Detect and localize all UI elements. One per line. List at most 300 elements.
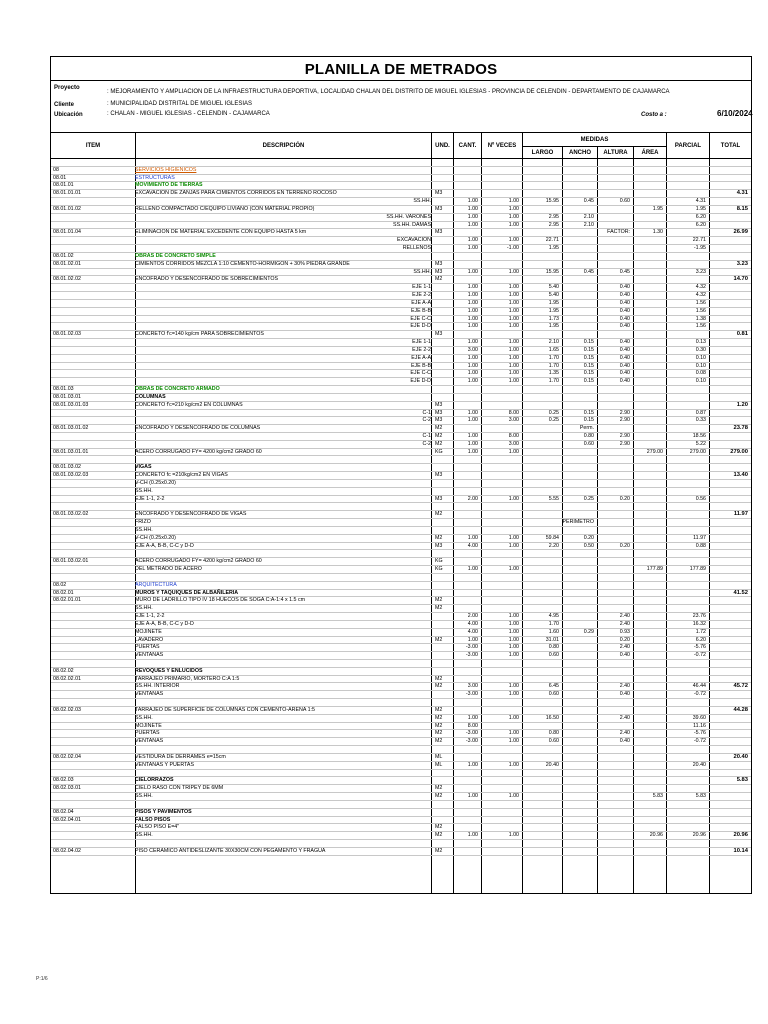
row-cant: 4.00 [467, 620, 478, 627]
row-anc: 0.15 [583, 354, 594, 361]
costo-date: 6/10/2024 [717, 109, 753, 118]
row-par: 16.32 [692, 620, 706, 627]
row-vec: 1.00 [508, 714, 519, 721]
table-row [51, 605, 751, 613]
row-vec: 1.00 [508, 542, 519, 549]
row-cant: 1.00 [467, 566, 478, 573]
row-lar: 2.10 [548, 339, 559, 346]
table-row [51, 597, 751, 605]
row-cant: 1.00 [467, 245, 478, 252]
row-par: 6.20 [695, 213, 706, 220]
row-vec: 1.00 [508, 636, 519, 643]
row-anc: 0.29 [583, 628, 594, 635]
row-lar: 1.95 [548, 245, 559, 252]
row-unit: M2 [435, 636, 443, 643]
row-lar: 0.25 [548, 417, 559, 424]
table-row [51, 284, 751, 292]
table-row [51, 276, 751, 284]
table-row [51, 464, 751, 472]
table-row [51, 683, 751, 691]
table-row [51, 644, 751, 652]
row-cant: 3.00 [467, 683, 478, 690]
header-item: ITEM [85, 142, 101, 149]
row-vec: 1.00 [508, 362, 519, 369]
table-row [51, 229, 751, 237]
row-anc: Perm. [579, 425, 594, 432]
row-item-code: 08.01.03.02.01 [53, 558, 89, 565]
table-row [51, 206, 751, 214]
row-anc: 0.15 [583, 417, 594, 424]
row-lar: 1.95 [548, 323, 559, 330]
row-unit: M3 [435, 205, 443, 212]
row-alt: 0.40 [619, 378, 630, 385]
row-unit: M3 [435, 542, 443, 549]
row-are: 279.00 [646, 448, 663, 455]
table-row [51, 809, 751, 817]
row-cant: 1.00 [467, 315, 478, 322]
row-unit: M2 [435, 793, 443, 800]
row-alt: 2.40 [619, 644, 630, 651]
row-sub-description: EJE D-D [410, 323, 431, 330]
row-par: 1.95 [695, 205, 706, 212]
row-cant: 1.00 [467, 636, 478, 643]
row-tot: 20.40 [733, 753, 748, 760]
row-description: PISO CERAMICO ANTIDESLIZANTE 30X30CM CON PEGAMENTO Y FRAGUA [135, 847, 326, 854]
row-lar: 15.95 [545, 268, 559, 275]
row-unit: M2 [435, 722, 443, 729]
table-row [51, 433, 751, 441]
header-parcial: PARCIAL [666, 133, 709, 158]
row-cant: 1.00 [467, 378, 478, 385]
row-tot: 279.00 [730, 448, 748, 455]
row-cant: 4.00 [467, 628, 478, 635]
row-par: 1.72 [695, 628, 706, 635]
row-are: 5.83 [652, 793, 663, 800]
row-cant: -3.00 [465, 644, 478, 651]
row-par: -0.72 [693, 652, 706, 659]
row-sub-description: EJE C-C [410, 370, 431, 377]
row-par: 5.22 [695, 440, 706, 447]
row-vec: 1.00 [508, 221, 519, 228]
row-alt: 0.40 [619, 299, 630, 306]
row-item-code: 08.02.01.01 [53, 597, 81, 604]
row-lar: 59.84 [545, 534, 559, 541]
row-sub-description: C-1 [422, 409, 431, 416]
row-unit: M3 [435, 409, 443, 416]
row-anc: 0.50 [583, 542, 594, 549]
row-unit: M2 [435, 738, 443, 745]
row-alt: 2.90 [619, 409, 630, 416]
row-tot: 4.31 [736, 190, 748, 197]
row-par: 11.16 [693, 722, 706, 729]
table-row [51, 738, 751, 746]
table-row [51, 417, 751, 425]
row-par: 0.08 [695, 370, 706, 377]
row-vec: 1.00 [508, 346, 519, 353]
row-unit: M2 [435, 706, 443, 713]
row-alt: 2.90 [619, 432, 630, 439]
row-sub-description: EJE A-A [411, 354, 431, 361]
row-anc: 0.80 [583, 432, 594, 439]
row-sub-description: SS.HH. [413, 268, 431, 275]
row-vec: 1.00 [508, 237, 519, 244]
row-description: REVOQUES Y ENLUCIDOS [135, 667, 203, 674]
row-anc: 2.10 [583, 213, 594, 220]
row-alt: 0.40 [619, 362, 630, 369]
row-unit: M3 [435, 229, 443, 236]
row-anc: 0.15 [583, 346, 594, 353]
row-description: ESTRUCTURAS [135, 174, 175, 181]
table-row [51, 762, 751, 770]
row-item-code: 08.01.02 [53, 252, 74, 259]
row-lar: 22.71 [545, 237, 559, 244]
row-item-code: 08.01.03.01 [53, 393, 81, 400]
table-row [51, 550, 751, 558]
row-description: SS.HH. [135, 605, 153, 612]
row-alt: FACTOR: [607, 229, 630, 236]
table-row [51, 629, 751, 637]
row-cant: 1.00 [467, 534, 478, 541]
table-row [51, 566, 751, 574]
row-vec: 1.00 [508, 652, 519, 659]
row-description: PUERTAS [135, 730, 160, 737]
row-vec: 1.00 [508, 761, 519, 768]
row-item-code: 08.02.02.03 [53, 706, 81, 713]
row-item-code: 08.01.02.03 [53, 331, 81, 338]
row-unit: M2 [435, 440, 443, 447]
row-sub-description: EJE 2-2 [412, 292, 431, 299]
row-cant: 1.00 [467, 432, 478, 439]
row-description: ENCOFRADO Y DESENCOFRADO DE SOBRECIMIENTOS [135, 276, 279, 283]
row-vec: 1.00 [508, 198, 519, 205]
row-description: VENTANAS [135, 691, 164, 698]
row-lar: 1.95 [548, 299, 559, 306]
row-cant: 1.00 [467, 213, 478, 220]
row-cant: 2.00 [467, 495, 478, 502]
row-unit: ML [435, 753, 443, 760]
row-par: 0.87 [695, 409, 706, 416]
table-row [51, 480, 751, 488]
row-description: V-CH (0.25x0.20) [135, 534, 176, 541]
row-anc: 0.15 [583, 362, 594, 369]
row-lar: 1.73 [548, 315, 559, 322]
row-lar: 1.60 [548, 628, 559, 635]
table-row [51, 699, 751, 707]
row-description: TARRAJEO DE SUPERFICIE DE COLUMNAS CON CEMENTO-ARENA 1:5 [135, 706, 315, 713]
row-description: VENTANAS Y PUERTAS [135, 761, 194, 768]
row-par: 1.56 [695, 299, 706, 306]
table-row [51, 707, 751, 715]
row-vec: 1.00 [508, 323, 519, 330]
header-altura: ALTURA [597, 146, 633, 158]
row-description: ACERO CORRUGADO FY= 4200 kg/cm2 GRADO 60 [135, 448, 262, 455]
header-descripcion: DESCRIPCIÓN [135, 133, 431, 158]
row-item-code: 08.01.03.02.02 [53, 511, 89, 518]
row-description: PISOS Y PAVIMENTOS [135, 808, 192, 815]
page-number: P:1/6 [36, 976, 48, 982]
header-veces: Nº VECES [481, 133, 522, 158]
row-par: -0.72 [693, 738, 706, 745]
table-row [51, 613, 751, 621]
row-item-code: 08.02.04 [53, 808, 74, 815]
table-row [51, 817, 751, 825]
row-lar: 1.65 [548, 346, 559, 353]
table-row [51, 222, 751, 230]
row-item-code: 08.02.04.02 [53, 847, 81, 854]
row-cant: 1.00 [467, 237, 478, 244]
row-par: 177.89 [689, 566, 706, 573]
table-row [51, 840, 751, 848]
table-row [51, 582, 751, 590]
row-par: 0.13 [695, 339, 706, 346]
row-lar: 5.55 [548, 495, 559, 502]
table-row [51, 214, 751, 222]
row-par: 23.76 [692, 613, 706, 620]
row-item-code: 08.02 [53, 581, 67, 588]
row-alt: 0.40 [619, 307, 630, 314]
row-description: SERVICIOS HIGIENICOS [135, 166, 197, 173]
table-row [51, 511, 751, 519]
table-row [51, 449, 751, 457]
table-row [51, 190, 751, 198]
row-anc: 0.60 [583, 440, 594, 447]
table-row [51, 621, 751, 629]
row-item-code: 08.01.01.02 [53, 205, 81, 212]
row-alt: 0.40 [619, 354, 630, 361]
row-lar: 2.95 [548, 213, 559, 220]
row-vec: 1.00 [508, 691, 519, 698]
row-cant: 1.00 [467, 307, 478, 314]
row-unit: KG [435, 566, 443, 573]
row-description: MOJINETE [135, 722, 162, 729]
row-alt: 2.40 [619, 714, 630, 721]
row-sub-description: EJE A-A [411, 299, 431, 306]
row-lar: 4.95 [548, 613, 559, 620]
row-sub-description: SS.HH. [413, 198, 431, 205]
row-alt: 0.20 [619, 636, 630, 643]
row-vec: 1.00 [508, 339, 519, 346]
table-row [51, 425, 751, 433]
row-par: -5.76 [693, 730, 706, 737]
row-description: MOJINETE [135, 628, 162, 635]
table-row [51, 300, 751, 308]
row-par: 1.56 [695, 307, 706, 314]
row-cant: 1.00 [467, 832, 478, 839]
table-row [51, 535, 751, 543]
table-row [51, 261, 751, 269]
table-row [51, 558, 751, 566]
row-unit: M2 [435, 824, 443, 831]
row-lar: 0.60 [548, 738, 559, 745]
table-row [51, 402, 751, 410]
table-row [51, 793, 751, 801]
row-item-code: 08.02.02 [53, 667, 74, 674]
row-lar: 5.40 [548, 292, 559, 299]
row-sub-description: EJE B-B [410, 307, 431, 314]
row-cant: 1.00 [467, 714, 478, 721]
row-par: 0.30 [695, 346, 706, 353]
row-alt: 0.40 [619, 652, 630, 659]
row-description: SS.HH. INTERIOR [135, 683, 180, 690]
row-sub-description: C-1 [422, 432, 431, 439]
header-und: UND. [431, 133, 453, 158]
row-vec: 1.00 [508, 315, 519, 322]
row-vec: 1.00 [508, 378, 519, 385]
row-alt: 0.40 [619, 339, 630, 346]
table-row [51, 308, 751, 316]
row-anc: 0.45 [583, 268, 594, 275]
row-sub-description: EXCAVACION [397, 237, 431, 244]
row-vec: 1.00 [508, 613, 519, 620]
table-row [51, 167, 751, 175]
row-vec: 8.00 [508, 409, 519, 416]
row-description: EJE A-A, B-B, C-C y D-D [135, 620, 194, 627]
row-description: ELIMINACION DE MATERIAL EXCEDENTE CON EQUIPO HASTA 5 km [135, 229, 307, 236]
row-description: EJE 1-1, 2-2 [135, 495, 165, 502]
table-row [51, 410, 751, 418]
row-cant: 1.00 [467, 362, 478, 369]
row-description: EXCAVACION DE ZANJAS PARA CIMIENTOS CORRIDOS EN TERRENO ROCOSO [135, 190, 337, 197]
row-alt: 2.40 [619, 683, 630, 690]
row-par: 39.60 [692, 714, 706, 721]
row-lar: 1.70 [548, 378, 559, 385]
row-description: PUERTAS [135, 644, 160, 651]
row-description: OBRAS DE CONCRETO SIMPLE [135, 252, 216, 259]
row-description: SS.HH. [135, 526, 153, 533]
row-sub-description: RELLENOS [402, 245, 431, 252]
row-vec: 1.00 [508, 644, 519, 651]
row-unit: M2 [435, 847, 443, 854]
row-alt: 2.40 [619, 730, 630, 737]
row-unit: KG [435, 448, 443, 455]
row-item-code: 08.01.03.01.02 [53, 425, 89, 432]
row-cant: -3.00 [465, 691, 478, 698]
title-box [51, 57, 751, 81]
table-row [51, 237, 751, 245]
row-vec: 1.00 [508, 354, 519, 361]
row-par: 20.40 [692, 761, 706, 768]
row-description: DEL METRADO DE ACERO [135, 566, 202, 573]
row-are: 1.95 [652, 205, 663, 212]
row-sub-description: C-2 [422, 417, 431, 424]
row-anc: 0.15 [583, 378, 594, 385]
row-unit: M2 [435, 832, 443, 839]
row-description: MURO DE LADRILLO TIPO IV 18 HUECOS DE SOGA C:A-1:4 x 1.5 cm [135, 597, 306, 604]
row-unit: M2 [435, 534, 443, 541]
table-row [51, 253, 751, 261]
row-par: -1.95 [693, 245, 706, 252]
row-vec: 1.00 [508, 284, 519, 291]
row-cant: 1.00 [467, 268, 478, 275]
row-alt: 2.40 [619, 620, 630, 627]
row-tot: 1.20 [736, 401, 748, 408]
metrados-sheet [50, 56, 752, 894]
row-alt: 0.45 [619, 268, 630, 275]
row-alt: 2.40 [619, 613, 630, 620]
row-vec: 1.00 [508, 683, 519, 690]
row-alt: 0.93 [619, 628, 630, 635]
table-row [51, 472, 751, 480]
row-item-code: 08.01.03 [53, 386, 74, 393]
row-cant: 1.00 [467, 417, 478, 424]
row-par: 1.38 [695, 315, 706, 322]
table-row [51, 182, 751, 190]
row-alt: 0.40 [619, 284, 630, 291]
row-vec: 1.00 [508, 738, 519, 745]
row-item-code: 08.01.01.01 [53, 190, 81, 197]
ubicacion-label: Ubicación [54, 112, 83, 118]
row-cant: 2.00 [467, 613, 478, 620]
row-tot: 23.78 [733, 425, 748, 432]
row-are: 20.96 [649, 832, 663, 839]
row-unit: M2 [435, 683, 443, 690]
table-row [51, 848, 751, 856]
row-vec: 1.00 [508, 534, 519, 541]
row-lar: 31.01 [545, 636, 559, 643]
table-row [51, 785, 751, 793]
row-lar: 6.45 [548, 683, 559, 690]
row-par: 3.23 [695, 268, 706, 275]
table-row [51, 370, 751, 378]
row-item-code: 08.01.01 [53, 182, 74, 189]
table-row [51, 832, 751, 840]
row-description: SS.HH. [135, 487, 153, 494]
table-row [51, 441, 751, 449]
row-lar: 5.40 [548, 284, 559, 291]
table-row [51, 339, 751, 347]
row-alt: 0.40 [619, 292, 630, 299]
row-description: RELLENO COMPACTADO C/EQUIPO LIVIANO (CON MATERIAL PROPIO) [135, 205, 315, 212]
row-item-code: 08.01.03.02.03 [53, 472, 89, 479]
row-tot: 20.96 [733, 832, 748, 839]
row-description: CONCRETO fc =210kg/cm2 EN VIGAS [135, 472, 228, 479]
row-item-code: 08.01.02.01 [53, 260, 81, 267]
row-unit: M2 [435, 432, 443, 439]
ubicacion-value: : CHALAN - MIGUEL IGLESIAS - CELENDIN - CAJAMARCA [107, 111, 270, 117]
row-description: VENTANAS [135, 738, 164, 745]
table-row [51, 668, 751, 676]
page-title: PLANILLA DE METRADOS [304, 61, 498, 78]
table-row [51, 660, 751, 668]
row-item-code: 08.01.02.02 [53, 276, 81, 283]
row-par: 6.20 [695, 636, 706, 643]
table-row [51, 652, 751, 660]
row-unit: M2 [435, 597, 443, 604]
row-anc: PERIMETRO [562, 519, 594, 526]
row-cant: 1.00 [467, 284, 478, 291]
row-description: OBRAS DE CONCRETO ARMADO [135, 386, 220, 393]
row-unit: M2 [435, 730, 443, 737]
row-par: -5.76 [693, 644, 706, 651]
table-row [51, 503, 751, 511]
table-row [51, 676, 751, 684]
row-alt: 0.40 [619, 691, 630, 698]
row-unit: M3 [435, 260, 443, 267]
row-anc: 0.25 [583, 495, 594, 502]
table-row [51, 496, 751, 504]
header-largo: LARGO [522, 146, 562, 158]
table-row [51, 292, 751, 300]
row-alt: 0.20 [619, 495, 630, 502]
row-par: 5.83 [695, 793, 706, 800]
row-par: 0.10 [695, 378, 706, 385]
row-description: SS.HH. [135, 832, 153, 839]
row-cant: 1.00 [467, 793, 478, 800]
row-unit: M2 [435, 276, 443, 283]
row-description: VIGAS [135, 464, 152, 471]
row-par: -0.72 [693, 691, 706, 698]
row-sub-description: EJE C-C [410, 315, 431, 322]
